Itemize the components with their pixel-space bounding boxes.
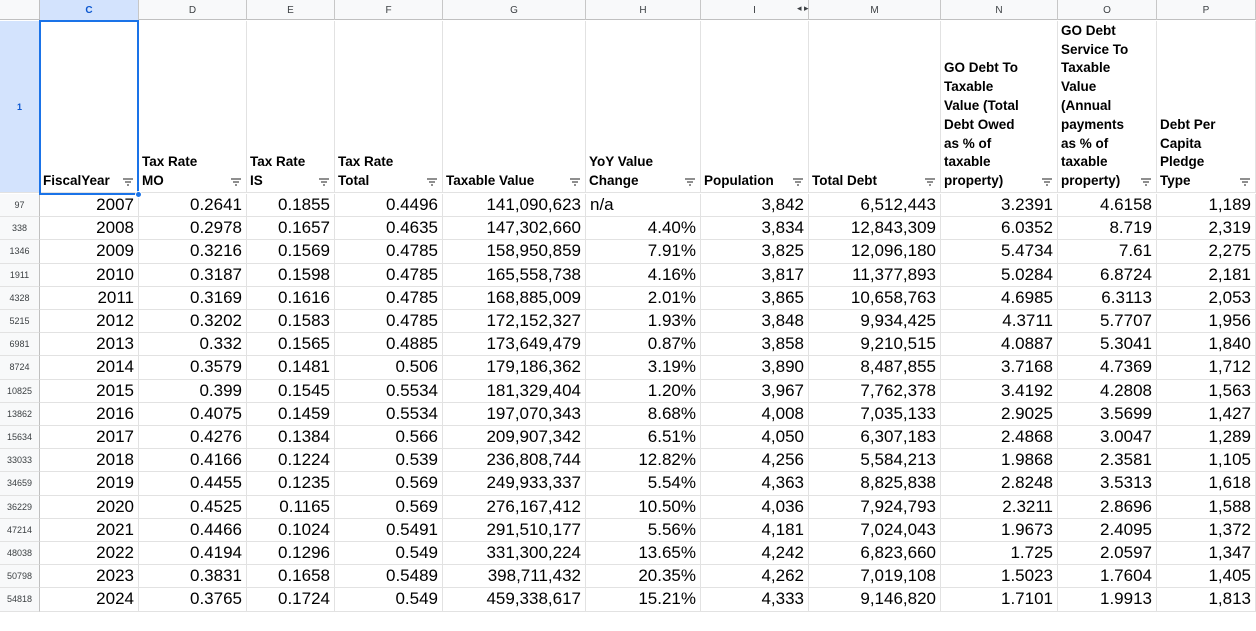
table-cell[interactable]: 0.332 (139, 333, 247, 356)
table-cell[interactable]: 0.5534 (335, 380, 443, 403)
column-header-i[interactable]: I (701, 0, 809, 20)
table-cell[interactable]: 1.9673 (941, 519, 1058, 542)
filter-icon[interactable] (425, 175, 439, 189)
column-header-p[interactable]: P (1157, 0, 1256, 20)
row-header[interactable]: 1911 (0, 264, 40, 287)
table-cell[interactable]: 0.566 (335, 426, 443, 449)
table-cell[interactable]: 2016 (40, 403, 139, 426)
table-cell[interactable]: 1.93% (586, 310, 701, 333)
table-cell[interactable]: 3.19% (586, 356, 701, 379)
table-cell[interactable]: 0.1235 (247, 472, 335, 495)
table-cell[interactable]: 4.3711 (941, 310, 1058, 333)
row-header[interactable]: 6981 (0, 333, 40, 356)
table-cell[interactable]: 2,275 (1157, 240, 1256, 263)
table-cell[interactable]: 179,186,362 (443, 356, 586, 379)
table-cell[interactable]: 147,302,660 (443, 217, 586, 240)
filter-icon[interactable] (923, 175, 937, 189)
row-header[interactable]: 10825 (0, 380, 40, 403)
header-cell-i[interactable] (701, 21, 809, 193)
table-cell[interactable]: 1.5023 (941, 565, 1058, 588)
header-cell-e[interactable] (247, 21, 335, 193)
table-cell[interactable]: 0.3831 (139, 565, 247, 588)
table-cell[interactable]: 2019 (40, 472, 139, 495)
table-cell[interactable]: 0.1545 (247, 380, 335, 403)
table-cell[interactable]: 5.7707 (1058, 310, 1157, 333)
table-cell[interactable]: 1,840 (1157, 333, 1256, 356)
table-cell[interactable]: 158,950,859 (443, 240, 586, 263)
header-label: GO Debt Service To Taxable Value (Annual payments as % of taxable property) (1061, 22, 1129, 189)
header-cell-f[interactable] (335, 21, 443, 193)
header-label: Population (704, 173, 774, 189)
header-label: GO Debt To Taxable Value (Total Debt Owed as % of taxable property) (944, 60, 1019, 189)
table-cell[interactable]: 1.7604 (1058, 565, 1157, 588)
select-all-corner[interactable] (0, 0, 40, 20)
table-cell[interactable]: 2.0597 (1058, 542, 1157, 565)
column-header-e[interactable]: E (247, 0, 335, 20)
row-header[interactable]: 48038 (0, 542, 40, 565)
row-header[interactable]: 338 (0, 217, 40, 240)
table-cell[interactable]: 1,427 (1157, 403, 1256, 426)
table-cell[interactable]: 0.569 (335, 496, 443, 519)
table-cell[interactable]: 1,588 (1157, 496, 1256, 519)
table-cell[interactable]: 1,956 (1157, 310, 1256, 333)
table-cell[interactable]: 4,363 (701, 472, 809, 495)
table-cell[interactable]: 0.4885 (335, 333, 443, 356)
filter-icon[interactable] (121, 175, 135, 189)
row-header[interactable]: 47214 (0, 519, 40, 542)
table-cell[interactable]: 0.1616 (247, 287, 335, 310)
table-cell[interactable]: 4.16% (586, 264, 701, 287)
table-cell[interactable]: 459,338,617 (443, 588, 586, 611)
table-cell[interactable]: 3.4192 (941, 380, 1058, 403)
table-cell[interactable]: 8.719 (1058, 217, 1157, 240)
table-cell[interactable]: 398,711,432 (443, 565, 586, 588)
header-cell-c[interactable] (40, 21, 139, 193)
table-cell[interactable]: 0.4785 (335, 287, 443, 310)
row-header[interactable]: 97 (0, 194, 40, 217)
table-cell[interactable]: 0.549 (335, 542, 443, 565)
column-header-g[interactable]: G (443, 0, 586, 20)
header-cell-h[interactable] (586, 21, 701, 193)
table-cell[interactable]: 0.1583 (247, 310, 335, 333)
table-cell[interactable]: 2020 (40, 496, 139, 519)
table-cell[interactable]: 10,658,763 (809, 287, 941, 310)
header-cell-d[interactable] (139, 21, 247, 193)
table-cell[interactable]: 0.1657 (247, 217, 335, 240)
table-cell[interactable]: 3.5313 (1058, 472, 1157, 495)
table-cell[interactable]: 4.6985 (941, 287, 1058, 310)
table-cell[interactable]: 4,050 (701, 426, 809, 449)
header-label: Tax Rate MO (142, 154, 198, 189)
row-header[interactable]: 50798 (0, 565, 40, 588)
table-cell[interactable]: 0.3187 (139, 264, 247, 287)
table-cell[interactable]: 0.1724 (247, 588, 335, 611)
table-cell[interactable]: 209,907,342 (443, 426, 586, 449)
header-label: Taxable Value (446, 173, 535, 189)
table-cell[interactable]: 1.7101 (941, 588, 1058, 611)
row-header[interactable]: 15634 (0, 426, 40, 449)
table-cell[interactable]: 1,712 (1157, 356, 1256, 379)
table-cell[interactable]: 249,933,337 (443, 472, 586, 495)
table-cell[interactable]: 0.549 (335, 588, 443, 611)
table-cell[interactable]: 0.4785 (335, 310, 443, 333)
header-label: Debt Per Capita Pledge Type (1160, 116, 1216, 189)
table-cell[interactable]: 141,090,623 (443, 194, 586, 217)
table-cell[interactable]: 0.4166 (139, 449, 247, 472)
filter-icon[interactable] (1238, 175, 1252, 189)
table-cell[interactable]: 0.1224 (247, 449, 335, 472)
table-cell[interactable]: 0.5534 (335, 403, 443, 426)
table-cell[interactable]: 5.54% (586, 472, 701, 495)
row-header[interactable]: 33033 (0, 449, 40, 472)
table-cell[interactable]: 2,319 (1157, 217, 1256, 240)
header-cell-p[interactable] (1157, 21, 1256, 193)
table-cell[interactable]: 0.2641 (139, 194, 247, 217)
table-cell[interactable]: 12,096,180 (809, 240, 941, 263)
table-cell[interactable]: 7,019,108 (809, 565, 941, 588)
table-cell[interactable]: 2007 (40, 194, 139, 217)
row-header[interactable]: 4328 (0, 287, 40, 310)
table-cell[interactable]: 2,181 (1157, 264, 1256, 287)
table-cell[interactable]: 2.3211 (941, 496, 1058, 519)
table-cell[interactable]: 173,649,479 (443, 333, 586, 356)
table-cell[interactable]: 4,036 (701, 496, 809, 519)
table-cell[interactable]: 2018 (40, 449, 139, 472)
filter-icon[interactable] (683, 175, 697, 189)
table-cell[interactable]: 3,967 (701, 380, 809, 403)
table-cell[interactable]: 3,890 (701, 356, 809, 379)
table-cell[interactable]: 2017 (40, 426, 139, 449)
table-cell[interactable]: 5.56% (586, 519, 701, 542)
table-cell[interactable]: 1,372 (1157, 519, 1256, 542)
header-label: YoY Value Change (589, 154, 654, 189)
table-cell[interactable]: 4,256 (701, 449, 809, 472)
table-cell[interactable]: 168,885,009 (443, 287, 586, 310)
table-cell[interactable]: 6.8724 (1058, 264, 1157, 287)
row-header[interactable]: 13862 (0, 403, 40, 426)
table-cell[interactable]: 0.3216 (139, 240, 247, 263)
table-cell[interactable]: 0.1855 (247, 194, 335, 217)
table-cell[interactable]: 2024 (40, 588, 139, 611)
row-header[interactable]: 34659 (0, 472, 40, 495)
filter-icon[interactable] (1040, 175, 1054, 189)
header-label: Total Debt (812, 173, 877, 189)
row-header[interactable]: 54818 (0, 588, 40, 611)
row-header-1[interactable]: 1 (0, 21, 40, 193)
table-cell[interactable]: 1,813 (1157, 588, 1256, 611)
table-cell[interactable]: 181,329,404 (443, 380, 586, 403)
table-cell[interactable]: 6,512,443 (809, 194, 941, 217)
table-cell[interactable]: 2023 (40, 565, 139, 588)
table-cell[interactable]: 10.50% (586, 496, 701, 519)
table-cell[interactable]: 0.1165 (247, 496, 335, 519)
table-cell[interactable]: 5.4734 (941, 240, 1058, 263)
table-cell[interactable]: 1,563 (1157, 380, 1256, 403)
table-cell[interactable]: 0.4194 (139, 542, 247, 565)
table-cell[interactable]: n/a (586, 194, 701, 217)
table-cell[interactable]: 5.0284 (941, 264, 1058, 287)
table-cell[interactable]: 3,834 (701, 217, 809, 240)
table-cell[interactable]: 6.3113 (1058, 287, 1157, 310)
table-cell[interactable]: 0.569 (335, 472, 443, 495)
table-cell[interactable]: 3,842 (701, 194, 809, 217)
table-cell[interactable]: 0.1024 (247, 519, 335, 542)
table-cell[interactable]: 4.6158 (1058, 194, 1157, 217)
table-cell[interactable]: 0.539 (335, 449, 443, 472)
table-cell[interactable]: 4,008 (701, 403, 809, 426)
column-header-f[interactable]: F (335, 0, 443, 20)
table-cell[interactable]: 236,808,744 (443, 449, 586, 472)
table-cell[interactable]: 0.2978 (139, 217, 247, 240)
table-cell[interactable]: 0.1384 (247, 426, 335, 449)
table-cell[interactable]: 7.91% (586, 240, 701, 263)
table-cell[interactable]: 8.68% (586, 403, 701, 426)
table-cell[interactable]: 3.7168 (941, 356, 1058, 379)
table-cell[interactable]: 4.40% (586, 217, 701, 240)
table-cell[interactable]: 13.65% (586, 542, 701, 565)
table-cell[interactable]: 0.4525 (139, 496, 247, 519)
table-cell[interactable]: 0.4496 (335, 194, 443, 217)
table-cell[interactable]: 165,558,738 (443, 264, 586, 287)
table-cell[interactable]: 3,865 (701, 287, 809, 310)
table-cell[interactable]: 0.5489 (335, 565, 443, 588)
table-cell[interactable]: 12,843,309 (809, 217, 941, 240)
table-cell[interactable]: 3,825 (701, 240, 809, 263)
table-cell[interactable]: 4,181 (701, 519, 809, 542)
table-cell[interactable]: 0.506 (335, 356, 443, 379)
column-header-h[interactable]: H (586, 0, 701, 20)
table-cell[interactable]: 3.0047 (1058, 426, 1157, 449)
table-cell[interactable]: 0.4455 (139, 472, 247, 495)
header-cell-m[interactable] (809, 21, 941, 193)
table-cell[interactable]: 3,848 (701, 310, 809, 333)
table-cell[interactable]: 1,289 (1157, 426, 1256, 449)
row-header[interactable]: 8724 (0, 356, 40, 379)
table-cell[interactable]: 291,510,177 (443, 519, 586, 542)
table-cell[interactable]: 172,152,327 (443, 310, 586, 333)
table-cell[interactable]: 0.4276 (139, 426, 247, 449)
table-cell[interactable]: 1,618 (1157, 472, 1256, 495)
column-header-m[interactable]: M (809, 0, 941, 20)
table-cell[interactable]: 331,300,224 (443, 542, 586, 565)
table-cell[interactable]: 0.1459 (247, 403, 335, 426)
filter-icon[interactable] (791, 175, 805, 189)
table-cell[interactable]: 0.399 (139, 380, 247, 403)
table-cell[interactable]: 0.4785 (335, 240, 443, 263)
table-cell[interactable]: 4.2808 (1058, 380, 1157, 403)
table-cell[interactable]: 7,035,133 (809, 403, 941, 426)
table-cell[interactable]: 2010 (40, 264, 139, 287)
table-cell[interactable]: 0.1565 (247, 333, 335, 356)
table-cell[interactable]: 0.3765 (139, 588, 247, 611)
table-cell[interactable]: 1.725 (941, 542, 1058, 565)
row-header[interactable]: 5215 (0, 310, 40, 333)
table-cell[interactable]: 4,242 (701, 542, 809, 565)
table-cell[interactable]: 2009 (40, 240, 139, 263)
table-cell[interactable]: 1,189 (1157, 194, 1256, 217)
column-header-d[interactable]: D (139, 0, 247, 20)
table-cell[interactable]: 0.1658 (247, 565, 335, 588)
table-cell[interactable]: 6,823,660 (809, 542, 941, 565)
table-cell[interactable]: 7,924,793 (809, 496, 941, 519)
filter-icon[interactable] (317, 175, 331, 189)
table-cell[interactable]: 1.20% (586, 380, 701, 403)
table-cell[interactable]: 3,858 (701, 333, 809, 356)
row-header[interactable]: 1346 (0, 240, 40, 263)
table-cell[interactable]: 4,262 (701, 565, 809, 588)
table-cell[interactable]: 0.1296 (247, 542, 335, 565)
table-cell[interactable]: 4.7369 (1058, 356, 1157, 379)
table-cell[interactable]: 8,487,855 (809, 356, 941, 379)
table-cell[interactable]: 0.4075 (139, 403, 247, 426)
table-cell[interactable]: 20.35% (586, 565, 701, 588)
table-cell[interactable]: 15.21% (586, 588, 701, 611)
table-cell[interactable]: 2015 (40, 380, 139, 403)
table-cell[interactable]: 2014 (40, 356, 139, 379)
table-cell[interactable]: 1,405 (1157, 565, 1256, 588)
table-cell[interactable]: 1.9868 (941, 449, 1058, 472)
table-cell[interactable]: 0.1569 (247, 240, 335, 263)
table-cell[interactable]: 9,146,820 (809, 588, 941, 611)
table-cell[interactable]: 2.01% (586, 287, 701, 310)
table-cell[interactable]: 0.3579 (139, 356, 247, 379)
table-cell[interactable]: 2.8696 (1058, 496, 1157, 519)
filter-icon[interactable] (1139, 175, 1153, 189)
table-cell[interactable]: 5.3041 (1058, 333, 1157, 356)
table-cell[interactable]: 7,762,378 (809, 380, 941, 403)
table-cell[interactable]: 0.4635 (335, 217, 443, 240)
table-cell[interactable]: 2012 (40, 310, 139, 333)
column-header-n[interactable]: N (941, 0, 1058, 20)
table-cell[interactable]: 0.1481 (247, 356, 335, 379)
header-cell-n[interactable] (941, 21, 1058, 193)
header-cell-o[interactable] (1058, 21, 1157, 193)
filter-icon[interactable] (568, 175, 582, 189)
table-cell[interactable]: 2,053 (1157, 287, 1256, 310)
table-cell[interactable]: 4,333 (701, 588, 809, 611)
table-cell[interactable]: 2.8248 (941, 472, 1058, 495)
table-cell[interactable]: 2022 (40, 542, 139, 565)
table-cell[interactable]: 3.5699 (1058, 403, 1157, 426)
filter-icon[interactable] (229, 175, 243, 189)
table-cell[interactable]: 2011 (40, 287, 139, 310)
table-cell[interactable]: 1,105 (1157, 449, 1256, 472)
table-cell[interactable]: 9,934,425 (809, 310, 941, 333)
table-cell[interactable]: 7.61 (1058, 240, 1157, 263)
table-cell[interactable]: 0.3202 (139, 310, 247, 333)
table-cell[interactable]: 0.87% (586, 333, 701, 356)
table-cell[interactable]: 2.3581 (1058, 449, 1157, 472)
table-cell[interactable]: 1,347 (1157, 542, 1256, 565)
table-cell[interactable]: 0.3169 (139, 287, 247, 310)
header-label: FiscalYear (43, 173, 110, 189)
table-cell[interactable]: 2021 (40, 519, 139, 542)
table-cell[interactable]: 2013 (40, 333, 139, 356)
header-label: Tax Rate Total (338, 154, 394, 189)
table-cell[interactable]: 0.5491 (335, 519, 443, 542)
table-cell[interactable]: 4.0887 (941, 333, 1058, 356)
table-cell[interactable]: 2.4095 (1058, 519, 1157, 542)
table-cell[interactable]: 6.0352 (941, 217, 1058, 240)
table-cell[interactable]: 9,210,515 (809, 333, 941, 356)
table-cell[interactable]: 1.9913 (1058, 588, 1157, 611)
fill-handle[interactable] (135, 191, 142, 198)
header-label: Tax Rate IS (250, 154, 306, 189)
table-cell[interactable]: 5,584,213 (809, 449, 941, 472)
column-header-o[interactable]: O (1058, 0, 1157, 20)
table-cell[interactable]: 6.51% (586, 426, 701, 449)
table-cell[interactable]: 11,377,893 (809, 264, 941, 287)
table-cell[interactable]: 0.1598 (247, 264, 335, 287)
table-cell[interactable]: 0.4466 (139, 519, 247, 542)
table-cell[interactable]: 0.4785 (335, 264, 443, 287)
header-cell-g[interactable] (443, 21, 586, 193)
row-header[interactable]: 36229 (0, 496, 40, 519)
table-cell[interactable]: 197,070,343 (443, 403, 586, 426)
table-cell[interactable]: 2008 (40, 217, 139, 240)
table-cell[interactable]: 3.2391 (941, 194, 1058, 217)
hidden-columns-toggle-icon[interactable]: ◂ ▸ (797, 3, 809, 13)
table-cell[interactable]: 8,825,838 (809, 472, 941, 495)
column-header-c[interactable]: C (40, 0, 139, 20)
table-cell[interactable]: 7,024,043 (809, 519, 941, 542)
table-cell[interactable]: 276,167,412 (443, 496, 586, 519)
table-cell[interactable]: 6,307,183 (809, 426, 941, 449)
table-cell[interactable]: 2.4868 (941, 426, 1058, 449)
table-cell[interactable]: 12.82% (586, 449, 701, 472)
table-cell[interactable]: 3,817 (701, 264, 809, 287)
table-cell[interactable]: 2.9025 (941, 403, 1058, 426)
